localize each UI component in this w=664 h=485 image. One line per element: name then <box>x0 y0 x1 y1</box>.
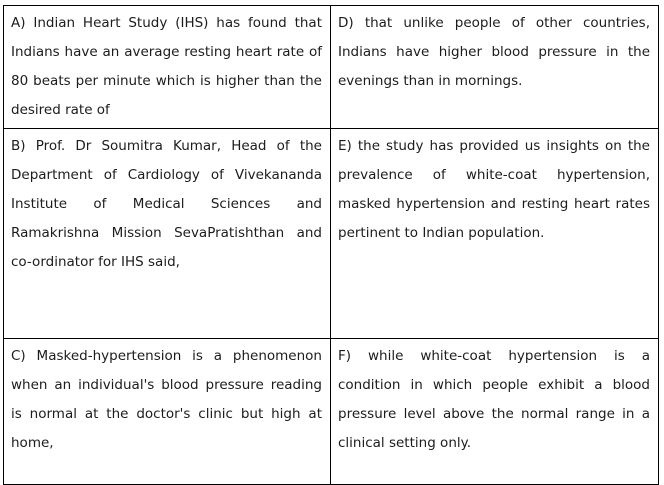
table-cell-e: E) the study has provided us insights on the prevalence of white-coat hypertension, masked hypertension and resting heart rates pertinent to Indian population. <box>331 129 659 339</box>
table-row <box>4 339 659 485</box>
table-cell-f: F) while white-coat hypertension is a condition in which people exhibit a blood pressure level above the normal range in a clinical setting only. <box>331 339 659 485</box>
sentence-table-container <box>3 5 659 485</box>
table-row <box>4 6 659 129</box>
sentence-fragments-table <box>3 5 659 485</box>
table-cell-a: A) Indian Heart Study (IHS) has found that Indians have an average resting heart rate of 80 beats per minute which is higher than the desired rate of <box>4 6 331 129</box>
table-cell-d: D) that unlike people of other countries, Indians have higher blood pressure in the evenings than in mornings. <box>331 6 659 129</box>
table-cell-b: B) Prof. Dr Soumitra Kumar, Head of the Department of Cardiology of Vivekananda Institute of Medical Sciences and Ramakrishna Mission SevaPratishthan and co-ordinator for IHS said, <box>4 129 331 339</box>
table-cell-c: C) Masked-hypertension is a phenomenon when an individual's blood pressure reading is normal at the doctor's clinic but high at home, <box>4 339 331 485</box>
table-row <box>4 129 659 339</box>
